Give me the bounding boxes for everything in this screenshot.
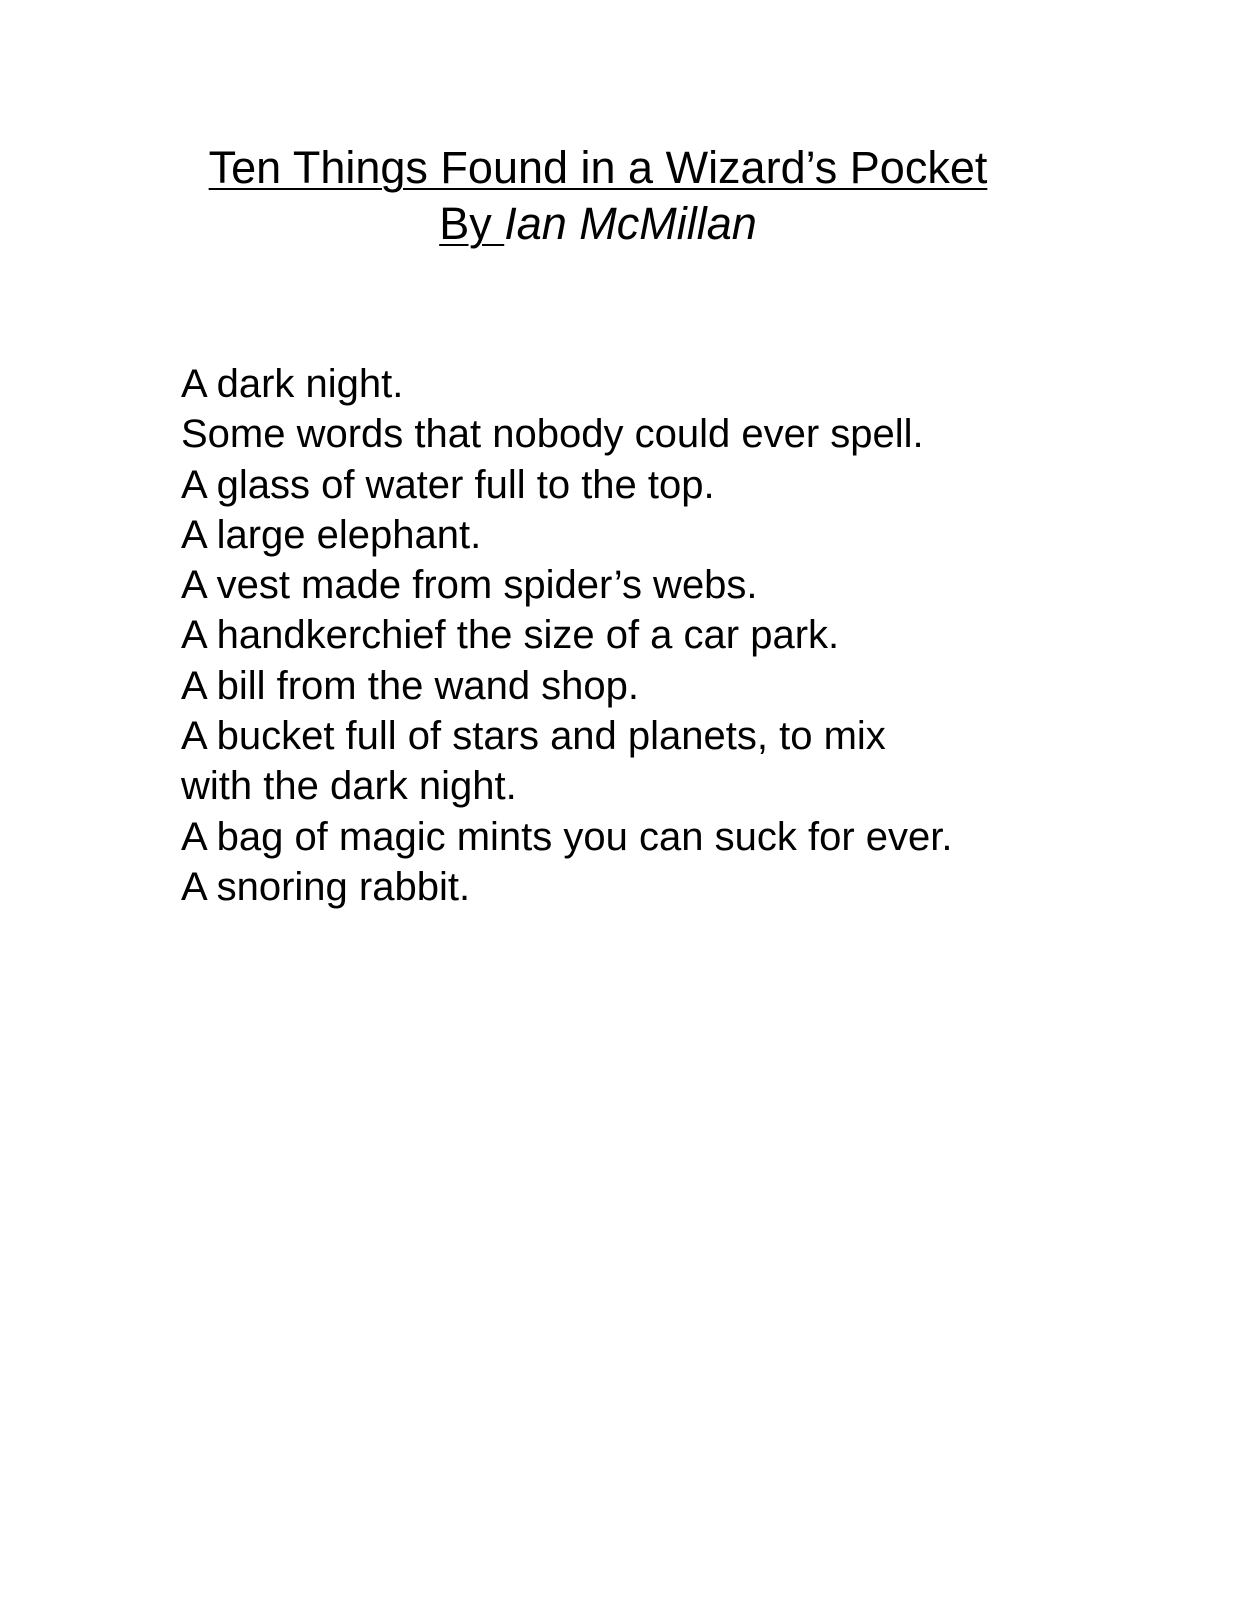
title-block: [0, 140, 1196, 252]
author-name: Ian McMillan: [504, 198, 757, 249]
poem-title: Ten Things Found in a Wizard’s Pocket: [208, 142, 988, 193]
poem-line: A bill from the wand shop.: [181, 663, 640, 708]
poem-line: with the dark night.: [181, 764, 517, 809]
poem-line: A handkerchief the size of a car park.: [181, 613, 840, 658]
poem-line: A large elephant.: [181, 512, 482, 557]
poem-line: A glass of water full to the top.: [181, 462, 715, 507]
poem-line: A bag of magic mints you can suck for ever.: [181, 814, 953, 859]
poem-line: A dark night.: [181, 362, 404, 406]
poem-line: A vest made from spider’s webs.: [181, 563, 758, 608]
byline: [439, 196, 757, 252]
poem-line: A snoring rabbit.: [181, 864, 471, 909]
poem-line: A bucket full of stars and planets, to mix: [181, 714, 886, 759]
poem-line: Some words that nobody could ever spell.: [181, 412, 924, 457]
poem-body: [181, 359, 1061, 912]
byline-prefix: By: [439, 198, 505, 249]
